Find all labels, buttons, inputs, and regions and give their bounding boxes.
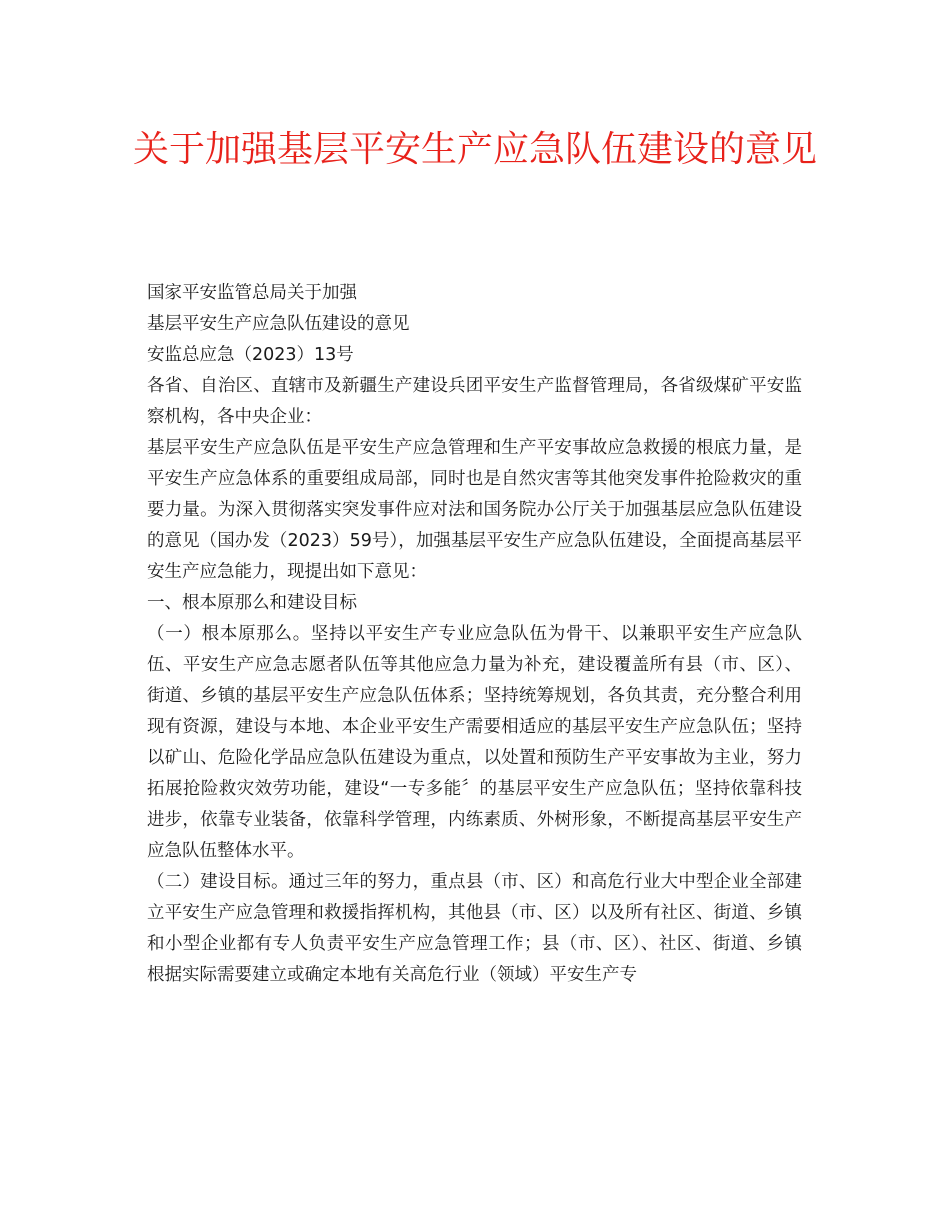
- basic-principles-paragraph: （一）根本原那么。坚持以平安生产专业应急队伍为骨干、以兼职平安生产应急队伍、平安生产应急志愿者队伍等其他应急力量为补充，建设覆盖所有县（市、区）、街道、乡镇的基层平安生产应急队伍体系；坚持统筹规划，各负其责，充分整合利用现有资源，建设与本地、本企业平安生产需要相适应的基层平安生产应急队伍；坚持以矿山、危险化学品应急队伍建设为重点，以处置和预防生产平安事故为主业，努力拓展抢险救灾效劳功能，建设“一专多能〞的基层平安生产应急队伍；坚持依靠科技进步，依靠专业装备，依靠科学管理，内练素质、外树形象，不断提高基层平安生产应急队伍整体水平。: [147, 624, 802, 861]
- issuer-line: 国家平安监管总局关于加强: [147, 283, 357, 303]
- addressees: 各省、自治区、直辖市及新疆生产建设兵团平安生产监督管理局，各省级煤矿平安监察机构，各中央企业：: [147, 376, 802, 427]
- document-body: [147, 278, 802, 991]
- section-heading: 一、根本原那么和建设目标: [147, 593, 357, 613]
- intro-paragraph: 基层平安生产应急队伍是平安生产应急管理和生产平安事故应急救援的根底力量，是平安生产应急体系的重要组成局部，同时也是自然灾害等其他突发事件抢险救灾的重要力量。为深入贯彻落实突发事件应对法和国务院办公厅关于加强基层应急队伍建设的意见（国办发（2023）59号），加强基层平安生产应急队伍建设，全面提高基层平安生产应急能力，现提出如下意见：: [147, 438, 802, 582]
- subject-line: 基层平安生产应急队伍建设的意见: [147, 314, 410, 334]
- construction-goals-paragraph: （二）建设目标。通过三年的努力，重点县（市、区）和高危行业大中型企业全部建立平安生产应急管理和救援指挥机构，其他县（市、区）以及所有社区、街道、乡镇和小型企业都有专人负责平安生产应急管理工作；县（市、区）、社区、街道、乡镇根据实际需要建立或确定本地有关高危行业（领域）平安生产专: [147, 872, 802, 985]
- document-number: 安监总应急（2023）13号: [147, 345, 354, 365]
- document-title: 关于加强基层平安生产应急队伍建设的意见: [132, 129, 817, 170]
